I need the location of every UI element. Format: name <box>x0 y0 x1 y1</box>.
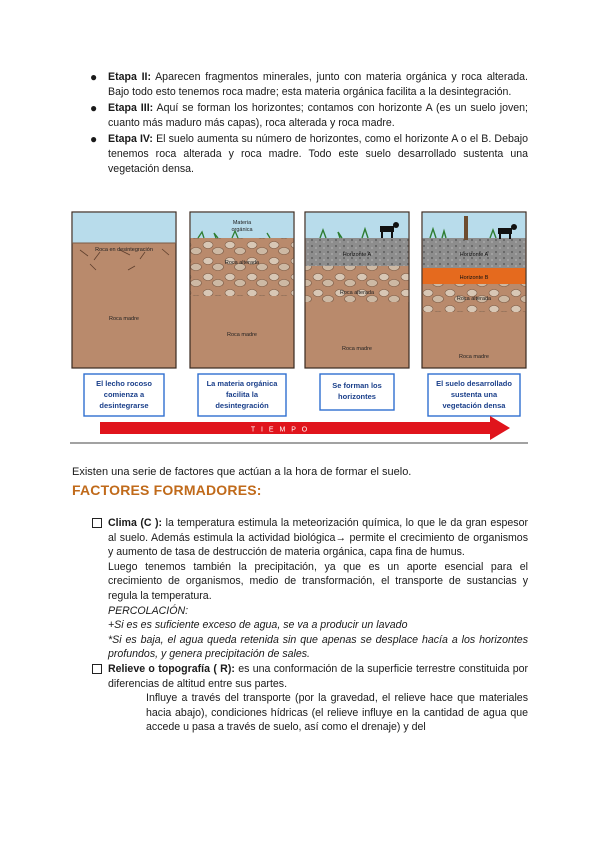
climate-text: la temperatura estimula la meteorización química, lo que le da gran espesor al suelo. Además estimula la actividad biológica→ permite el crecimiento de organismos y aumento de tasa de destrucción de materia orgánica, capa fina de humus. <box>108 517 529 559</box>
bedrock-label: Roca madre <box>227 332 257 338</box>
organic-matter-label-2: orgánica <box>231 227 253 233</box>
bedrock-label: Roca madre <box>342 346 372 352</box>
stage-label: Etapa III: <box>108 102 154 114</box>
time-arrow <box>100 416 510 440</box>
time-label: T I E M P O <box>250 426 310 434</box>
caption-2-line-2: facilita la <box>225 390 259 399</box>
horizon-a-label: Horizonte A <box>459 252 489 258</box>
caption-4-line-2: sustenta una <box>450 390 498 399</box>
precipitation-text: Luego tenemos también la precipitación, ya que es un aporte esencial para el crecimiento de organismos, medio de transformación, el transporte de sustancias y regula la temperatura. <box>108 560 528 602</box>
section-heading: FACTORES FORMADORES: <box>72 482 262 498</box>
stages-list <box>88 70 528 178</box>
factors-section <box>92 516 528 735</box>
soil-formation-figure <box>70 208 528 448</box>
bullet-icon: ● <box>90 132 98 146</box>
stage-text: Aparecen fragmentos minerales, junto con materia orgánica y roca alterada. Bajo todo esto tenemos roca madre; esta materia orgánica facilita a la desintegración. <box>108 71 528 98</box>
stage-ii-item <box>88 70 528 100</box>
caption-3-line-2: horizontes <box>338 392 376 401</box>
climate-label: Clima (C ): <box>108 517 163 529</box>
caption-2-line-3: desintegración <box>215 401 269 410</box>
relief-factor <box>92 662 528 735</box>
caption-2-line-1: La materia orgánica <box>206 379 278 388</box>
caption-1-line-2: comienza a <box>103 390 145 399</box>
weathered-rock-label: Roca alterada <box>456 296 492 302</box>
bullet-icon: ● <box>90 70 98 84</box>
bullet-icon: ● <box>90 101 98 115</box>
stage-2-panel <box>190 212 294 368</box>
rock-disintegrating-label: Roca en desintegración <box>95 247 153 253</box>
climate-factor <box>92 516 528 662</box>
stage-text: Aquí se forman los horizontes; contamos con horizonte A (es un suelo joven; cuanto más maduro más capas), roca alterada y roca madre. <box>108 102 528 129</box>
stage-iv-item <box>88 132 528 177</box>
arrow-head-icon <box>490 416 510 440</box>
stage-label: Etapa IV: <box>108 133 153 145</box>
percolation-line-2: *Si es baja, el agua queda retenida sin que apenas se desplace hacía a los horizontes profundos, y genera precipitación de sales. <box>108 633 528 661</box>
stage-label: Etapa II: <box>108 71 151 83</box>
weathered-rock-label: Roca alterada <box>224 260 260 266</box>
relief-detail-text: Influye a través del transporte (por la gravedad, el relieve hace que materiales hacia abajo), condiciones hídricas (el relieve influye en la cantidad de agua que accede u pasa a través de suelo, así como el drenaje) y del <box>146 692 528 734</box>
stage-3-panel <box>305 212 409 368</box>
weathered-rock-label: Roca alterada <box>339 290 375 296</box>
stage-text: El suelo aumenta su número de horizontes, como el horizonte A o el B. Debajo tenemos roca alterada y roca madre. Todo este suelo desarrollado sustenta una vegetación densa. <box>108 133 528 175</box>
caption-4-line-3: vegetación densa <box>442 401 506 410</box>
bedrock-label: Roca madre <box>459 354 489 360</box>
horizon-b-label: Horizonte B <box>459 275 489 281</box>
relief-label: Relieve o topografía ( R): <box>108 662 235 675</box>
checkbox-icon <box>92 518 102 528</box>
horizon-a-label: Horizonte A <box>342 252 372 258</box>
stage-1-panel <box>72 212 176 368</box>
relief-text: es una conformación de la superficie terrestre constituida por diferencias de altitud entre sus partes. <box>108 662 529 690</box>
stage-4-panel <box>422 212 526 368</box>
intro-text: Existen una serie de factores que actúan a la hora de formar el suelo. <box>72 466 412 478</box>
caption-1-line-3: desintegrarse <box>99 401 149 410</box>
stage-iii-item <box>88 101 528 131</box>
caption-1-line-1: El lecho rocoso <box>96 379 152 388</box>
caption-4-line-1: El suelo desarrollado <box>436 379 512 388</box>
bedrock-label: Roca madre <box>109 316 139 322</box>
percolation-title: PERCOLACIÓN: <box>108 604 189 617</box>
percolation-line-1: +Si es es suficiente exceso de agua, se va a producir un lavado <box>108 619 408 632</box>
caption-3-line-1: Se forman los <box>332 381 382 390</box>
checkbox-icon <box>92 664 102 674</box>
organic-matter-label-1: Materia <box>232 220 252 226</box>
